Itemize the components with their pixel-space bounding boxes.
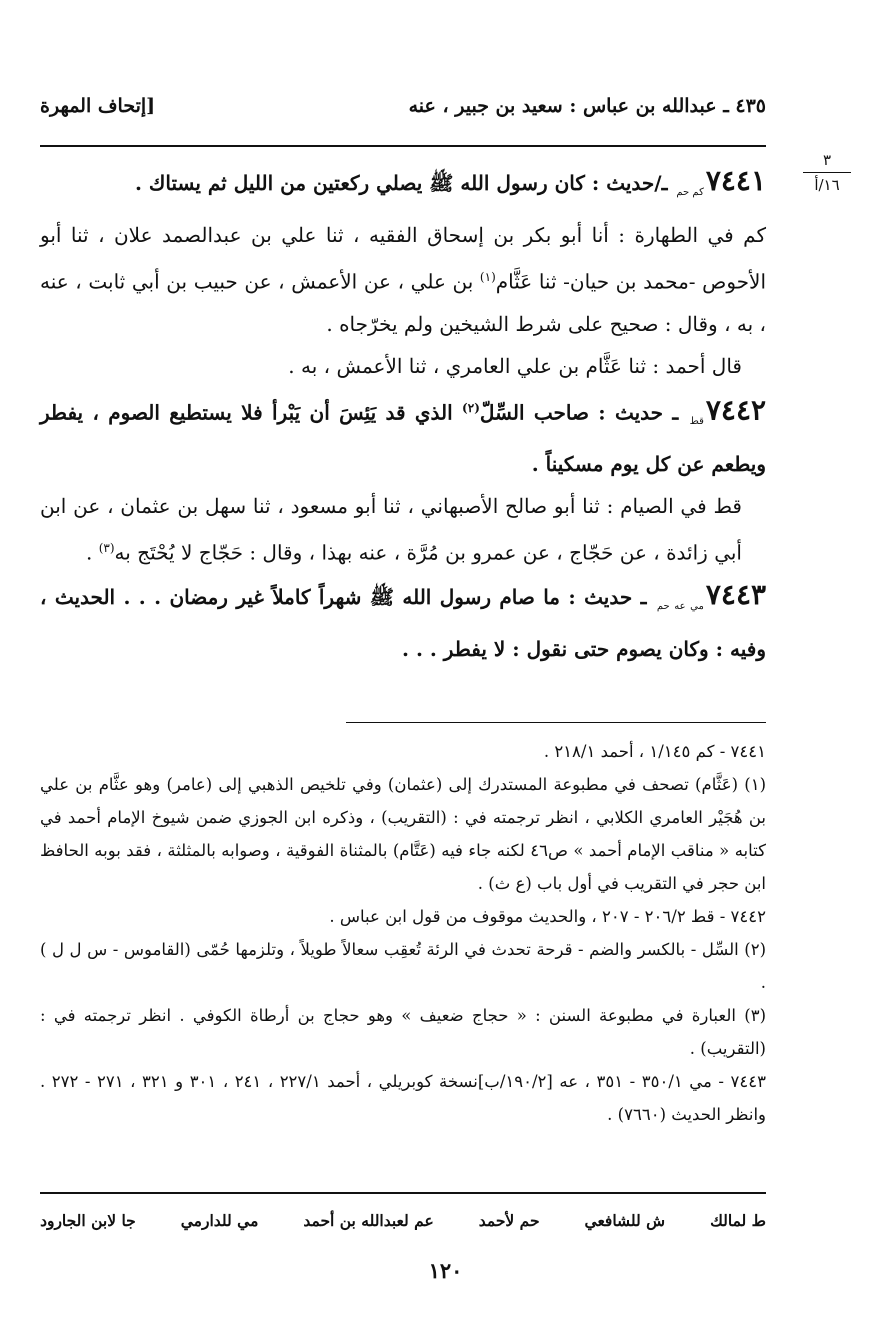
margin-folio-bottom: ١٦/أ bbox=[814, 176, 840, 194]
footnote-ref: (٣) bbox=[98, 541, 115, 556]
footnote-rule bbox=[346, 722, 766, 723]
margin-folio-top: ٣ bbox=[822, 151, 832, 169]
entry-7442-heading bbox=[40, 387, 766, 486]
legend-item: جا لابن الجارود bbox=[40, 1210, 136, 1230]
entry-text: الذي قد يَئِسَ أن يَبْرأ فلا يستطيع الصوم ، يفطر ويطعم عن كل يوم مسكيناً . bbox=[40, 400, 766, 477]
entry-7443-heading bbox=[40, 574, 766, 670]
isnad-text: كم في الطهارة : أنا أبو بكر بن إسحاق الفقيه ، ثنا علي بن عبدالصمد علان ، ثنا أبو الأحوص -محمد بن حيان- ثنا عَثَّام bbox=[40, 223, 766, 294]
footnote: (٢) السِّل - بالكسر والضم - قرحة تحدث في الرئة تُعقِب سعالاً طويلاً ، وتلزمها حُمّى (القاموس - س ل ل ) . bbox=[40, 940, 766, 992]
entry-number: ٧٤٤١ bbox=[705, 164, 766, 197]
legend-item: ش للشافعي bbox=[584, 1210, 666, 1230]
entry-sigla: قط bbox=[689, 416, 704, 428]
footnote-ref: (٢) bbox=[462, 400, 480, 415]
entry-number: ٧٤٤٣ bbox=[705, 577, 767, 611]
margin-folio-divider bbox=[803, 172, 851, 173]
isnad-text: بن علي ، عن الأعمش ، عن حبيب بن أبي ثابت ، عنه ، به ، وقال : صحيح على شرط الشيخين ولم يخرّجاه . bbox=[40, 269, 766, 336]
footnote: ٧٤٤١ - كم ١/١٤٥ ، أحمد ٢١٨/١ . bbox=[543, 742, 766, 761]
sigla-legend bbox=[40, 1200, 766, 1240]
entry-7442-isnad bbox=[40, 485, 766, 574]
footnote-ref: (١) bbox=[479, 270, 496, 284]
entry-number: ٧٤٤٢ bbox=[705, 393, 767, 427]
footnote: ٧٤٤٢ - قط ٢٠٦/٢ - ٢٠٧ ، والحديث موقوف من قول ابن عباس . bbox=[329, 907, 766, 926]
header-chapter: ٤٣٥ ـ عبدالله بن عباس : سعيد بن جبير ، عنه bbox=[408, 95, 766, 117]
isnad-text: . bbox=[85, 540, 99, 565]
page-number: ١٢٠ bbox=[428, 1258, 463, 1283]
footnote: (١) (عَثَّام) تصحف في مطبوعة المستدرك إلى (عثمان) وفي تلخيص الذهبي إلى (عامر) وهو عثَّام بن علي بن هُجَيْر العامري الكلابي ، انظر ترجمته في : (التقريب) ، وذكره ابن الجوزي ضمن شيوخ الإمام أحمد في كتابه « مناقب الإمام أحمد » ص٤٦ لكنه جاء فيه (عَتَّام) بالمثناة الفوقية ، وصوابه بالمثلثة ، فقد بوبه الحافظ ابن حجر في التقريب في أول باب (ع ث) . bbox=[40, 775, 767, 893]
entry-text: ـ حديث : ما صام رسول الله ﷺ شهراً كاملاً غير رمضان . . . الحديث ، وفيه : وكان يصوم حتى نقول : لا يفطر . . . bbox=[40, 584, 766, 661]
legend-item: ط لمالك bbox=[710, 1210, 766, 1230]
legend-rule bbox=[40, 1192, 766, 1194]
footnote: ٧٤٤٣ - مي ٣٥٠/١ - ٣٥١ ، عه [١٩٠/٢/ب]نسخة كوبريلي ، أحمد ٢٢٧/١ ، ٢٤١ ، ٣٠١ و ٣٢١ ، ٢٧١ - ٢٧٢ . وانظر الحديث (٧٦٦٠) . bbox=[40, 1072, 766, 1124]
legend-item: حم لأحمد bbox=[478, 1210, 540, 1230]
entry-7441-heading bbox=[40, 160, 766, 214]
entry-7441-ahmad: قال أحمد : ثنا عَثَّام بن علي العامري ، ثنا الأعمش ، به . bbox=[288, 353, 742, 378]
entry-sigla: كم حم bbox=[676, 187, 704, 198]
isnad-text: قط في الصيام : ثنا أبو صالح الأصبهاني ، ثنا أبو مسعود ، ثنا سهل بن عثمان ، عن ابن أبي زائدة ، عن حَجّاج ، عن عمرو بن مُرَّة ، عنه بهذا ، وقال : حَجّاج لا يُحْتَج به bbox=[40, 494, 742, 565]
entry-text: ـ/حديث : كان رسول الله ﷺ يصلي ركعتين من الليل ثم يستاك . bbox=[134, 171, 675, 195]
main-text bbox=[40, 160, 766, 670]
legend-item: مي للدارمي bbox=[180, 1210, 259, 1230]
header-book-title: [إتحاف المهرة bbox=[40, 95, 156, 117]
margin-folio-note bbox=[801, 150, 853, 195]
entry-text: ـ حديث : صاحب السِّلّ bbox=[479, 400, 688, 425]
running-header bbox=[40, 88, 766, 124]
entry-sigla: مي عه حم bbox=[656, 600, 704, 612]
entry-7441-isnad bbox=[40, 214, 766, 345]
header-rule bbox=[40, 145, 766, 147]
legend-item: عم لعبدالله بن أحمد bbox=[303, 1210, 434, 1230]
footnote: (٣) العبارة في مطبوعة السنن : « حجاج ضعيف » وهو حجاج بن أرطاة الكوفي . انظر ترجمته في :(التقريب) . bbox=[40, 1006, 766, 1058]
footnotes bbox=[40, 735, 766, 1131]
